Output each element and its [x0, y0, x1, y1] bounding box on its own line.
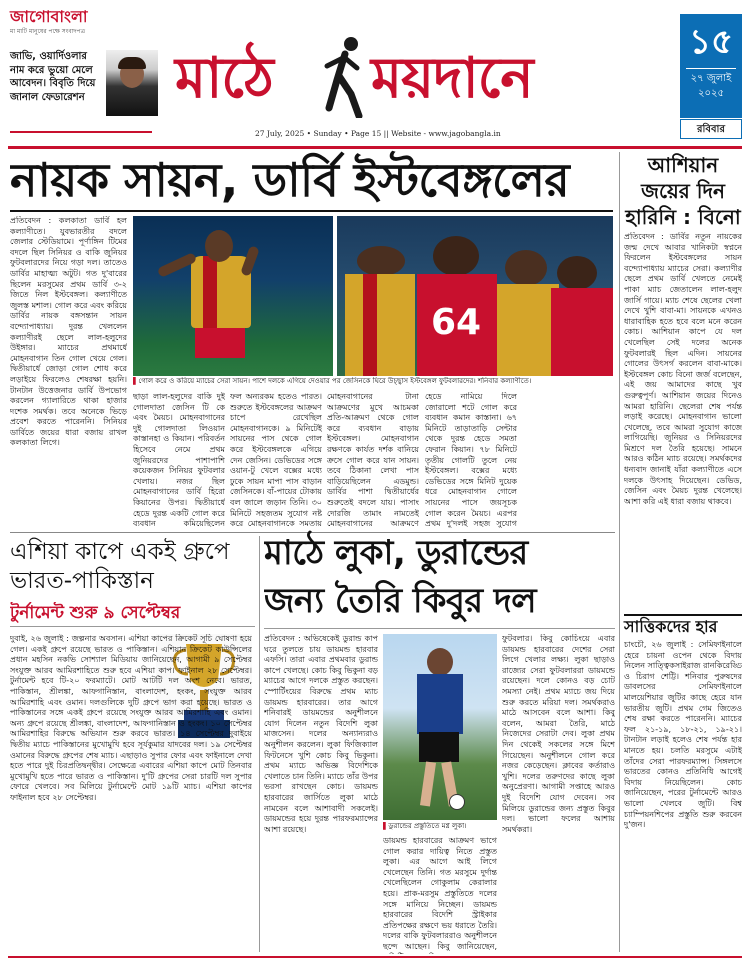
luka-headline-2[interactable]: জন্য তৈরি কিবুর দল: [264, 581, 537, 621]
luka-caption-text: ডুরান্ডের প্রস্তুতিতে মগ্ন লুকা।: [388, 822, 467, 830]
info-line: 27 July, 2025 • Sunday • Page 15 || Website - www.jagobangla.in: [255, 129, 501, 138]
lead-col-2: ছাড়া লাল-হলুদের বাকি দুই গোলদাতা জেসিন টি কে এবং মৈয়চ। মোহনবাগানের দুই গোলদাতা লিওয়ান কাস্তানহা ও কিয়ান। পরিবর্তন হিসেবে নেমে প্রথম জুনিয়রদের পাশাপাশি কয়েকজন সিনিয়র ফুটবলার খেলায়। নজর ছিল মোহনবাগানের ডার্বি হিরো কিয়ানের উপর। দ্বিতীয়ার্ধে হেডে দুরন্ত একটি গোল করে ব্যবধান কমিয়েছিলেন: [133, 392, 225, 528]
asia-divider: [259, 536, 260, 952]
column-divider: [619, 152, 620, 952]
luka-caption: [383, 822, 497, 832]
brief-box[interactable]: [10, 50, 150, 128]
lead-col-4: মোহনবাগানের টানা আক্রমণের মুখে আচমকা প্রতি-আক্রমণ থেকে গোল করে ব্যবধান বাড়ায় ইস্টবেঙ্গল। মোহনবাগান রক্ষণকে কার্যত দর্শক বানিয়ে ক্রসে গোল করে যান সায়ন। তবে ঠিকানা লেখা পাস বাড়িয়েছিলেন এডমুন্ড। ডার্বির পাশা দ্বিতীয়ার্ধের শুরুতেই বদলে যায়। পাসাং দোরজি তামাং নামতেই মোহনবাগানের আক্রমণে: [327, 392, 419, 528]
luka-col-2: ডায়মন্ড হারবারের আক্রমণ ভাগে গোল করার দায়িত্ব নিতে প্রস্তুত লুকা। এর আগে আই লিগে খেলেছেন তিনি। গত মরসুমে দুর্দান্ত খেলেছিলেন গোকুলাম কেরালার হয়ে। প্রাক-মরসুম প্রস্তুতিতে দলের সঙ্গে মানিয়ে নিচ্ছেন। ডায়মন্ড হারবারের বিদেশি স্ট্রাইকার প্রতিপক্ষের রক্ষণে ভয় ধরাতে তৈরি। দলের বাকি ফুটবলাররাও অনুশীলনে ছন্দে আছেন। কিবু জানিয়েছেন,: [383, 836, 497, 951]
brief-rule: [10, 131, 152, 133]
sathiyan-body: চাংচৌ, ২৬ জুলাই : সেমিফাইনালে হেরে চায়না ওপেন থেকে বিদায় নিলেন সাত্ত্বিকসাইরাজ রানকিরেড্ডি ও চিরাগ শেট্টি। শনিবার পুরুষদের ডাবলসের সেমিফাইনালে মালয়েশিয়ার জুটির কাছে হেরে যান ভারতীয় জুটি। প্রথম গেম জিতেও শেষ রক্ষা করতে পারেননি। ম্যাচের ফল ২১-১৯, ১৮-২১, ১৯-২১। টানটান লড়াই হলেও শেষ পর্যন্ত হার মানতে হয়। চলতি মরসুমে এটাই তাঁদের সেরা পারফরম্যান্স। সিঙ্গলসে ভারতের কোনও প্রতিনিধি আগেই বিদায় নিয়েছিলেন। কোচ জানিয়েছেন, পরের টুর্নামেন্টে আরও ভালো খেলবে জুটি। বিশ্ব চ্যাম্পিয়নশিপের প্রস্তুতি শুরু করবেন দু'জন।: [624, 640, 742, 830]
masthead: [0, 0, 750, 150]
lead-photo-celebration: [337, 216, 613, 376]
lead-col-1: প্রতিবেদন : কলকাতা ডার্বি হল কল্যাণীতে। যুবভারতীর বদলে জেলার স্টেডিয়ামে। পূর্ণাঙ্গিন টিমের বদলে ছিল সিনিয়র ও বাকি জুনিয়র ফুটবলারদের নিয়ে গড়া দল। তাতেও ডার্বির মাহাত্ম্য অটুট। গত দু'বারের ছিলেন মরসুমের প্রথম ডার্বি ৩-২ জিতে নিল ইস্টবেঙ্গল। কল্যাণীতে জুলস্ত মশাল। গোল করে এবং করিয়ে ডার্বির নায়ক বঙ্গসন্তান সায়ন বন্দ্যোপাধ্যায়। দুরন্ত খেললেন কল্যাণীরই ছেলে লাল-হলুদের উইঙ্গার। ম্যাচের প্রথমার্ধে মোহনবাগান তিন গোল খেয়ে গেল। দ্বিতীয়ার্ধে জোড়া গোল শোধ করে লড়াইয়ে ফিরলেও শেষরক্ষা হয়নি। টানটান উত্তেজনার ডার্বি উপভোগ করলেন গ্যালারিতে থাকা হাজার দশেক সমর্থক। তবে অনেকে ভিড়ে প্রবেশ করতে পারেননি। সিনিয়র ডার্বিতে জয়ের ধারা বজায় রাখল কলকাতা লিগে।: [10, 216, 127, 448]
year-text: ২০২৫: [698, 88, 724, 99]
asia-body: দুবাই, ২৬ জুলাই : জল্পনার অবসান। এশিয়া কাপের ক্রিকেট সূচি ঘোষণা হয়ে গেল। একই গ্রুপে রয়েছে ভারত ও পাকিস্তান। এশিয়ান ক্রিকেট কাউন্সিলের প্রধান মহসিন নকভি সোশ্যাল মিডিয়ায় জানিয়েছেন, আগামী ৯ সেপ্টেম্বর সংযুক্ত আরব আমিরশাহিতে শুরু হবে এশিয়া কাপ। ফাইনাল ২৮ সেপ্টেম্বর। টুর্নামেন্ট হবে টি-২০ ফরম্যাটে। মোট আটটি দল অংশ নেবে। ভারত, পাকিস্তান, শ্রীলঙ্কা, আফগানিস্তান, বাংলাদেশ, হংকং, সংযুক্ত আরব আমিরশাহি এবং ওমান। দলগুলিকে দুটি গ্রুপে ভাগ করা হয়েছে। ভারত ও পাকিস্তানের সঙ্গে একই গ্রুপে রয়েছে সংযুক্ত আরব আমিরশাহি এবং ওমান। অন্য গ্রুপে রয়েছে শ্রীলঙ্কা, বাংলাদেশ, আফগানিস্তান ও হংকং। ১০ সেপ্টেম্বর আমিরশাহির বিরুদ্ধে অভিযান শুরু করবে ভারত। ১৪ সেপ্টেম্বর দুবাইয়ে দ্বিতীয় ম্যাচে পাকিস্তানের মুখোমুখি হবে সূর্যকুমার যাদবের দল। ১৯ সেপ্টেম্বর ওমানের বিরুদ্ধে গ্রুপের শেষ ম্যাচ। এছাড়াও সুপার ফোর এবং ফাইনালে দেখা হতে পারে দুই চিরপ্রতিদ্বন্দ্বীর। সেক্ষেত্রে এবারের এশিয়া কাপে মোট তিনবার মুখোমুখি হতে পারে ভারত ও পাকিস্তান। দু'টি গ্রুপের সেরা চারটি দল সুপার ফোরে খেলবে। সব মিলিয়ে টুর্নামেন্টে মোট ১৯টি ম্যাচ। এশিয়া কাপের ফাইনাল হবে ২৮ সেপ্টেম্বর।: [10, 634, 252, 802]
asia-subhead: টুর্নামেন্ট শুরু ৯ সেপ্টেম্বর: [10, 603, 181, 623]
side-body: প্রতিবেদন : ডার্বির নতুন নায়কের জন্ম দেখে আবার খানিকটা স্বপ্ননে ফিরলেন ইস্টবেঙ্গলের সায়ন বন্দ্যোপাধ্যায় ম্যাচের সেরা। কল্যাণীর ছেলে প্রথম ডার্বি খেলতে নেমেই পাকা ম্যাচ জেতালেন লাল-হলুদ জার্সি গায়ে। ম্যাচ শেষে ছেলের খেলা দেখে খুশি বাবা-মা। সায়নকে এখনও ধারাবাহিক হতে হবে বলে মনে করেন কোচ। আশিয়ান কাপে যে দল খেলেছিল সেই দলের অনেক ফুটবলারই ছিল এদিন। সায়নের গোলের উৎসর্গ করলেন বাবা-মাকে। ইস্টবেঙ্গল কোচ বিনো জর্জ বলেছেন, এই জয় আমাদের কাছে খুব গুরুত্বপূর্ণ। আশিয়ান জয়ের দিনেও আমরা হারিনি। ছেলেরা শেষ পর্যন্ত লড়াই করেছে। মোহনবাগান ভালো খেলেছে, তবে আমরা সুযোগ কাজে লাগিয়েছি। জুনিয়র ও সিনিয়রদের মিশ্রণে দল তৈরি হয়েছে। সামনে আরও কঠিন ম্যাচ রয়েছে। সমর্থকদের ধন্যবাদ জানাই যাঁরা কল্যাণীতে এসে দলকে উৎসাহ দিয়েছেন। ডেভিড, জেসিন এবং মৈয়চ দুরন্ত খেলেছে। আশা করি এই ধারা বজায় থাকবে।: [624, 232, 742, 506]
luka-photo: [383, 634, 497, 820]
lead-rule: [10, 210, 613, 212]
lead-caption-text: গোল করে ও করিয়ে ম্যাচের সেরা সায়ন। পাশে দলকে এগিয়ে দেওয়ার পর জেসিনকে ঘিরে উচ্ছ্বাস ইস্টবেঙ্গল ফুটবলারদের। শনিবার কল্যাণীতে।: [138, 377, 532, 385]
side-headline[interactable]: আশিয়ান জয়ের দিন হারিনি : বিনো: [625, 153, 741, 229]
logo-text: জাগোবাংলা: [10, 7, 88, 26]
lead-col-3: ফল অন্যরকম হতেও পারত। শুরুতে ইস্টবেঙ্গলের আক্রমণ চাপে রেখেছিল মোহনবাগানকে। ৯ মিনিটেই সায়নের পাস থেকে গোল করে ইস্টবেঙ্গলকে এগিয়ে দেন জেসিন। ডেভিডের সঙ্গে ওয়ান-টু খেলে বক্সের মধ্যে ঢুকে সায়ন মাপা পাস বাড়ান জেসিনকে। বাঁ-পায়ের টোকায় বল জালে জড়ান তিনি। ৩০ মিনিটে সহজতম সুযোগ নষ্ট করে মোহনবাগানকে সমতায়: [230, 392, 322, 528]
title-right: ময়দানে: [371, 46, 533, 111]
page-number: ১৫: [688, 22, 734, 62]
caption-marker-icon: ▌: [133, 377, 139, 385]
lead-caption: [133, 377, 615, 389]
luka-rule: [264, 628, 615, 629]
brief-photo: [106, 50, 158, 116]
asia-rule: [10, 626, 255, 627]
title-left: মাঠে: [175, 46, 273, 111]
day-text: রবিবার: [680, 119, 742, 139]
luka-caption-marker-icon: ▌: [383, 822, 389, 830]
masthead-rule: [8, 146, 742, 149]
lead-photo-sayan: [133, 216, 333, 376]
sathiyan-headline[interactable]: সাত্তিকদের হার: [624, 617, 718, 636]
player-figure-icon: [323, 36, 363, 118]
footer-rule: [8, 956, 742, 958]
section-title: [175, 36, 665, 126]
date-text: ২৭ জুলাই: [690, 73, 732, 84]
brief-text: জাভি, ওয়ার্দিওলার নাম করে ভুয়ো মেলে আবেদন। বিবৃতি দিয়ে জানাল ফেডারেশন: [10, 51, 96, 103]
asia-headline[interactable]: এশিয়া কাপে একই গ্রুপে ভারত-পাকিস্তান: [10, 539, 230, 594]
site-logo[interactable]: [10, 6, 120, 46]
lead-col-5: হেডে নামিয়ে দিলে জোরালো শটে গোল করে ব্যবধান কমান কাস্তানা। ৬৭ মিনিটে তাড়াতাড়ি সেন্টার থেকে দুরন্ত হেডে সমতা ফেরান কিয়ান। ৭৮ মিনিটে তৃতীয় গোলটি তুলে নেয় ইস্টবেঙ্গল। বক্সের মধ্যে ডেভিডের সঙ্গে মিনিট দুয়েক ধরে মোহনবাগান গোলে সায়নের পাসে জয়সূচক গোল করেন মৈয়চ। এরপর প্রথম দু'দলই সহজ সুযোগ: [425, 392, 517, 528]
luka-col-3: ফুটবলার। কিবু কোচিংয়ে এবার ডায়মন্ড হারবারের দেশের সেরা লিগে খেলার লক্ষ্য। লুকা ছাড়াও রাজ্যের সেরা ফুটবলাররা ডায়মন্ডে রয়েছেন। দলে কোনও বড় চোট সমস্যা নেই। প্রথম ম্যাচে জয় দিয়ে শুরু করতে মরিয়া দল। সমর্থকরাও মাঠে আসবেন বলে আশা। কিবু বলেন, আমরা তৈরি, মাঠে নিজেদের সেরাটা দেব। লুকা প্রথম দিন থেকেই সকলের সঙ্গে মিশে গিয়েছেন। অনুশীলনে গোল করে নজর কেড়েছেন। ক্লাবের কর্তারাও খুশি। দলের তরুণদের কাছে লুকা অনুপ্রেরণা। আগামী সপ্তাহে আরও দুই বিদেশি যোগ দেবেন। সব মিলিয়ে ডুরান্ডের জন্য প্রস্তুত কিবুর দল। ভালো ফলের আশায় সমর্থকরা।: [502, 634, 615, 834]
lead-headline[interactable]: নায়ক সায়ন, ডার্বি ইস্টবেঙ্গলের: [10, 153, 570, 207]
luka-col-1: প্রতিবেদন : অভিষেকেই ডুরান্ড কাপ ঘরে তুলতে চায় ডায়মন্ড হারবার এফসি। তারা এবার প্রথমবার ডুরান্ড কাপে খেলছে। কোচ কিবু ভিকুনা বড় ম্যাচের আগে দলকে প্রস্তুত করছেন। স্পোর্টিংয়ের বিরুদ্ধে প্রথম ম্যাচ ডায়মন্ড হারবারের। তার আগে শনিবারই ডায়মন্ডের অনুশীলনে যোগ দিলেন নতুন বিদেশি লুকা মাজসেন। দলের অন্যান্যরাও অনুশীলন করলেন। লুকা ফিজিক্যাল ফিটনেসে খুশি কোচ কিবু ভিকুনা। প্রথম ম্যাচে অভিজ্ঞ বিদেশিকে খেলাতে চান তিনি। ম্যাচে তাঁর উপর ভরসা রাখছেন কোচ। ডায়মন্ড হারবারের জার্সিতে লুকা মাঠে নামবেন বলে আশাবাদী সকলেই। ডায়মন্ডের হয়ে দুরন্ত পারফরম্যান্সের আশা রয়েছে।: [264, 634, 378, 834]
lead-col-6: [522, 392, 614, 528]
jersey-number: 64: [431, 302, 482, 343]
luka-headline-1[interactable]: মাঠে লুকা, ডুরান্ডের: [264, 533, 528, 573]
logo-tagline: মা মাটি মানুষের পক্ষে সংবাদপত্র: [10, 28, 86, 35]
date-box: [680, 14, 742, 118]
